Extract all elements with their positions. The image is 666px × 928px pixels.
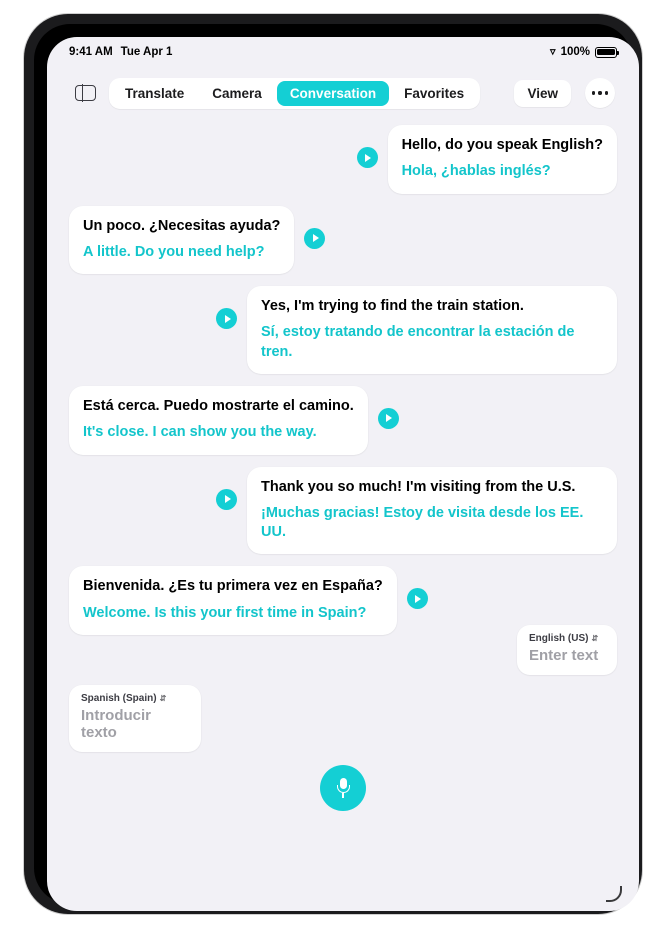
message-row [69,206,617,275]
status-time: 9:41 AM [69,46,113,58]
view-button[interactable]: View [514,80,571,107]
ellipsis-icon[interactable] [585,78,615,108]
play-audio-button[interactable] [378,408,399,429]
message-row [69,286,617,374]
message-bubble[interactable] [69,206,294,275]
tab-favorites[interactable]: Favorites [404,85,465,101]
play-audio-button[interactable] [216,489,237,510]
tab-camera[interactable]: Camera [212,85,262,101]
spanish-language-label: Spanish (Spain) [81,693,157,704]
play-audio-button[interactable] [304,228,325,249]
message-translation-text: ¡Muchas gracias! Estoy de visita desde los EE. UU. [261,504,584,541]
spanish-text-input[interactable]: Introducir texto [81,707,151,741]
message-bubble[interactable] [69,386,368,455]
device-bezel [34,24,632,904]
screen [47,37,639,911]
microphone-icon [336,777,350,799]
message-row [69,467,617,555]
status-date: Tue Apr 1 [120,46,173,58]
tab-conversation[interactable]: Conversation [277,81,389,106]
mode-segmented-control[interactable] [109,78,480,109]
sidebar-toggle-button[interactable] [71,81,99,105]
tab-translate[interactable]: Translate [125,85,185,101]
status-bar [47,37,639,67]
spanish-language-selector[interactable] [81,693,189,704]
message-translation-text: Welcome. Is this your first time in Spain? [83,604,367,621]
sidebar-icon [75,85,96,101]
status-right-cluster [550,46,617,58]
toolbar-right-group [514,78,615,108]
english-language-selector[interactable] [529,633,605,644]
battery-percent-label: 100% [560,46,590,58]
message-bubble[interactable] [247,467,617,555]
message-source-text: Hello, do you speak English? [401,137,603,153]
message-translation-text: Hola, ¿hablas inglés? [401,163,551,180]
message-source-text: Está cerca. Puedo mostrarte el camino. [83,397,354,414]
spanish-input-card[interactable] [69,685,201,752]
message-bubble[interactable] [247,286,617,374]
play-audio-button[interactable] [357,147,378,168]
microphone-button[interactable] [320,765,366,811]
battery-icon [595,47,617,58]
message-translation-text: Sí, estoy tratando de encontrar la estación de tren. [261,324,575,360]
message-source-text: Thank you so much! I'm visiting from the U.S. [261,478,576,495]
message-bubble[interactable] [69,566,397,635]
tablet-device-frame [24,14,642,914]
message-row [69,125,617,194]
conversation-list [47,125,639,705]
message-source-text: Bienvenida. ¿Es tu primera vez en España? [83,578,383,595]
english-language-label: English (US) [529,633,589,644]
english-text-input[interactable]: Enter text [529,647,599,664]
play-audio-button[interactable] [407,588,428,609]
chevron-updown-icon: ⇵ [159,693,167,703]
play-audio-button[interactable] [216,308,237,329]
chevron-updown-icon: ⇵ [591,633,599,643]
message-source-text: Un poco. ¿Necesitas ayuda? [83,217,281,234]
message-row [69,386,617,455]
english-input-card[interactable] [517,625,617,675]
wifi-icon: ▿ [550,45,556,58]
message-translation-text: It's close. I can show you the way. [83,424,317,441]
message-bubble[interactable] [388,125,617,194]
message-translation-text: A little. Do you need help? [83,243,265,260]
app-toolbar [47,71,639,115]
message-source-text: Yes, I'm trying to find the train station. [261,298,524,315]
